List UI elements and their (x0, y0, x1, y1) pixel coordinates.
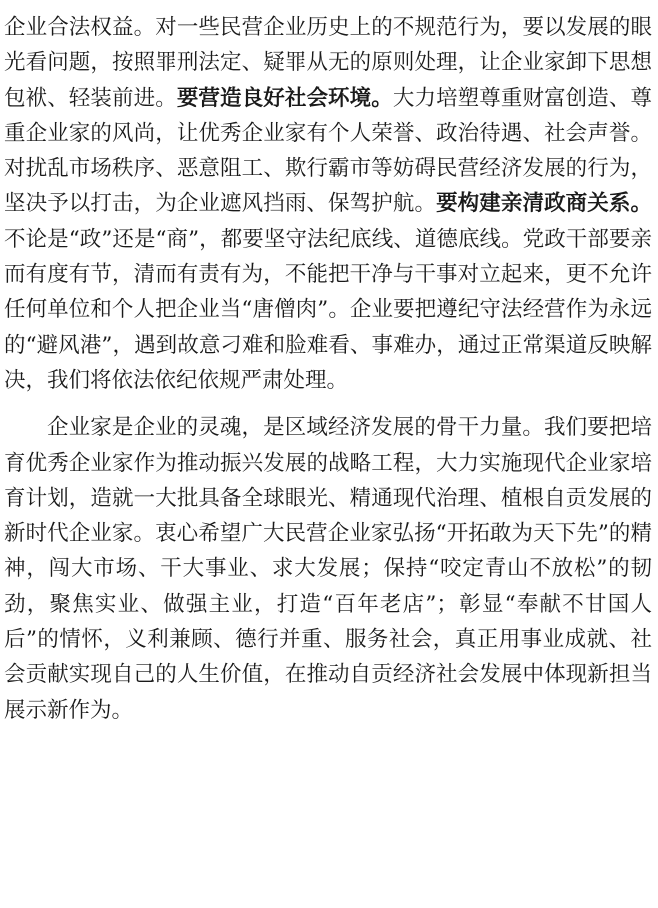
paragraph-2-text-1: 企业家是企业的灵魂，是区域经济发展的骨干力量。我们要把培育优秀企业家作为推动振兴发展的战略工程，大力实施现代企业家培育计划，造就一大批具备全球眼光、精通现代治理、植根自贡发展的新时代企业家。衷心希望广大民营企业家弘扬“开拓敢为天下先”的精神，闯大市场、干大事业、求大发展；保持“咬定青山不放松”的韧劲，聚焦实业、做强主业，打造“百年老店”；彰显“奉献不甘国人后”的情怀，义利兼顾、德行并重、服务社会，真正用事业成就、社会贡献实现自己的人生价值，在推动自贡经济社会发展中体现新担当展示新作为。 (4, 415, 652, 723)
paragraph-1-text-1: 企业合法权益。对一些民营企业历史上的不规范行为，要以发展的眼光看问题，按照罪刑法定、疑罪从无的原则处理，让企业家卸下思想包袱、轻装前进。 (4, 15, 652, 111)
heading-government-business-relations: 要构建亲清政商关系。 (436, 191, 652, 217)
paragraph-1-text-2: 大力培塑尊重财富创造、尊重企业家的风尚，让优秀企业家有个人荣誉、政治待遇、社会声誉。对扰乱市场秩序、恶意阻工、欺行霸市等妨碍民营经济发展的行为，坚决予以打击，为企业遮风挡雨、保驾护航。 (4, 85, 652, 217)
paragraph-1-text-3: 不论是“政”还是“商”，都要坚守法纪底线、道德底线。党政干部要亲而有度有节，清而有责有为，不能把干净与干事对立起来，更不允许任何单位和个人把企业当“唐僧肉”。企业要把遵纪守法经营作为永远的“避风港”，遇到故意刁难和脸难看、事难办，通过正常渠道反映解决，我们将依法依纪依规严肃处理。 (4, 226, 652, 393)
paragraph-1 (4, 10, 652, 398)
paragraph-2 (4, 410, 652, 728)
heading-social-environment: 要营造良好社会环境。 (176, 85, 393, 111)
